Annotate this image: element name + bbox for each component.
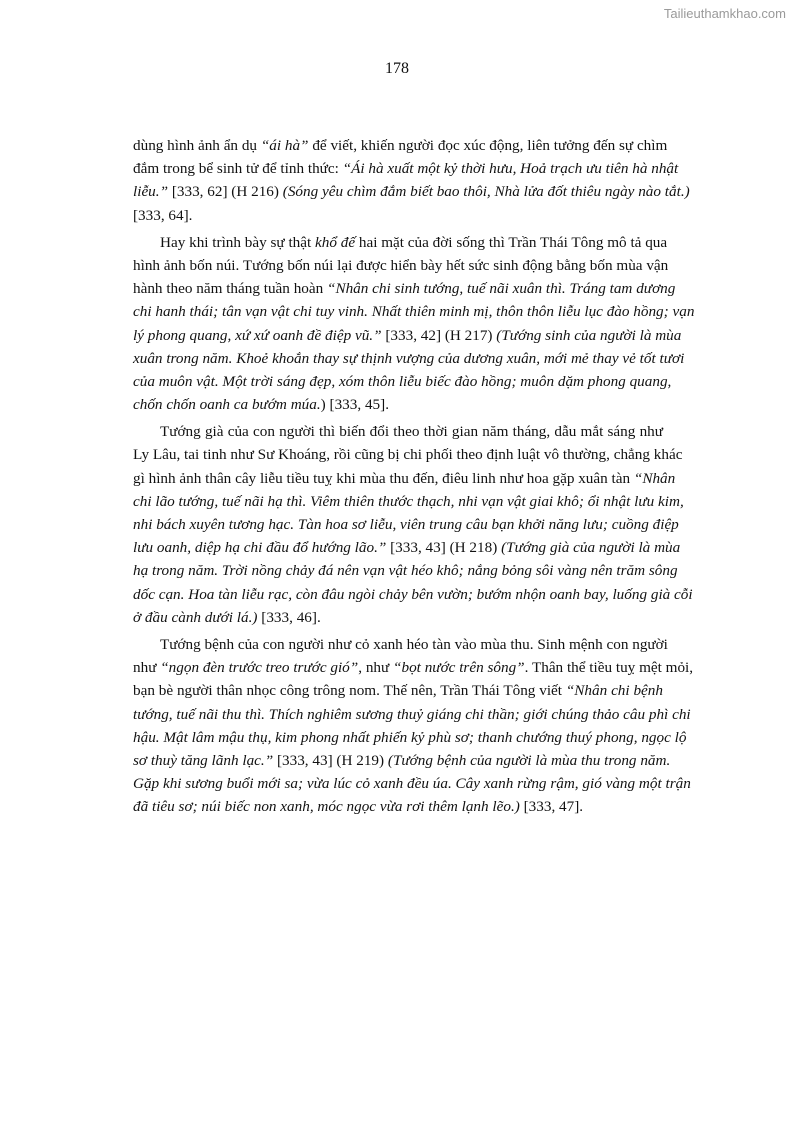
italic-text-run: hậu. Mật lâm mậu thụ, kim phong nhất phiến kỷ phù sơ; thanh chướng thuý phong, ngọc lộ bbox=[133, 728, 687, 746]
text-line bbox=[133, 231, 668, 254]
text-run: Tướng già của con người thì biến đổi theo thời gian năm tháng, dẫu mắt sáng như bbox=[160, 423, 663, 441]
text-line bbox=[133, 772, 691, 795]
watermark: Tailieuthamkhao.com bbox=[663, 6, 786, 21]
text-line bbox=[133, 795, 663, 818]
italic-text-run: (Tướng bệnh của người là mùa thu trong năm. bbox=[387, 751, 671, 769]
text-line bbox=[133, 536, 681, 559]
text-line bbox=[133, 157, 679, 180]
text-run: đắm trong bể sinh tử để tỉnh thức: bbox=[133, 160, 343, 178]
italic-text-run: đã tiêu sơ; núi biếc non xanh, móc ngọc vừa rơi thêm lạnh lẽo.) bbox=[133, 798, 520, 816]
text-run: như bbox=[133, 659, 161, 677]
text-line bbox=[133, 204, 663, 227]
italic-text-run: chốn chốn oanh ca bướm múa. bbox=[133, 396, 321, 414]
text-line bbox=[133, 393, 663, 416]
italic-text-run: tướng, tuế nãi thu thì. Thích nghiêm sương thuỷ giáng chi thần; giới chúng thảo câu phì chi bbox=[133, 705, 691, 723]
italic-text-run: “Nhân chi bệnh bbox=[565, 682, 663, 700]
text-line bbox=[133, 467, 676, 490]
text-line bbox=[133, 679, 663, 702]
text-line bbox=[133, 559, 678, 582]
text-line bbox=[133, 703, 691, 726]
text-run: [333, 47]. bbox=[519, 798, 584, 816]
text-line bbox=[133, 370, 672, 393]
text-line bbox=[133, 726, 687, 749]
text-run: ) [333, 45]. bbox=[320, 396, 389, 414]
italic-text-run: “Nhân bbox=[633, 469, 676, 487]
text-line bbox=[133, 180, 690, 203]
text-line bbox=[133, 490, 684, 513]
italic-text-run: của muôn vật. Một trời sáng đẹp, xóm thôn liễu biếc đào hồng; muôn dặm phong quang, bbox=[133, 372, 672, 390]
text-run: dùng hình ảnh ẩn dụ bbox=[133, 137, 261, 154]
paragraph bbox=[133, 633, 694, 819]
italic-text-run: “Nhân chi sinh tướng, tuế nãi xuân thì. Tráng tam dương bbox=[327, 280, 676, 298]
text-line bbox=[133, 324, 682, 347]
text-line bbox=[133, 656, 694, 679]
italic-text-run: ở đầu cành dưới lá.) bbox=[133, 608, 258, 626]
italic-text-run: chi lão tướng, tuế nãi hạ thì. Viêm thiên thước thạch, nhi vạn vật giai khô; ổi nhật lưu kim, bbox=[133, 492, 684, 510]
italic-text-run: (Tướng sinh của người là mùa bbox=[496, 326, 682, 344]
text-line bbox=[133, 254, 669, 277]
text-run: [333, 46]. bbox=[257, 608, 321, 626]
italic-text-run: xuân trong năm. Khoẻ khoắn thay sự thịnh vượng của dương xuân, mới mẻ thay vẻ tốt tươi bbox=[133, 349, 685, 367]
text-line bbox=[133, 134, 668, 157]
text-run: bạn bè người thân nhọc công trông nom. Thế nên, Trần Thái Tông viết bbox=[133, 682, 566, 700]
italic-text-run: (Sóng yêu chìm đắm biết bao thôi, Nhà lửa đốt thiêu ngày nào tắt.) bbox=[282, 183, 690, 201]
text-run: Hay khi trình bày sự thật bbox=[160, 233, 316, 251]
italic-text-run: sơ thuỳ tăng lãnh lạc.” bbox=[133, 751, 274, 769]
text-run: [333, 43] (H 219) bbox=[273, 751, 388, 769]
italic-text-run: Gặp khi sương buổi mới sa; vừa lúc cỏ xanh đều úa. Cây xanh rừng rậm, gió vàng một trận bbox=[133, 775, 691, 793]
text-run: [333, 62] (H 216) bbox=[168, 183, 283, 201]
text-line bbox=[133, 606, 663, 629]
text-line bbox=[133, 300, 695, 323]
text-run: . Thân thể tiều tuỵ mệt mỏi, bbox=[524, 659, 694, 677]
italic-text-run: “bọt nước trên sông” bbox=[393, 659, 525, 677]
text-run: hai mặt của đời sống thì Trần Thái Tông mô tả qua bbox=[355, 233, 668, 251]
text-line bbox=[133, 513, 679, 536]
paragraph bbox=[133, 134, 690, 227]
text-run: Ly Lâu, tai tinh như Sư Khoáng, rồi cũng bị chi phối theo định luật vô thường, chẳng khác bbox=[133, 446, 683, 464]
paragraph bbox=[133, 420, 693, 629]
italic-text-run: “Ái hà xuất một kỷ thời hưu, Hoả trạch ưu tiên hà nhật bbox=[342, 160, 679, 178]
page-number: 178 bbox=[385, 60, 409, 77]
italic-text-run: nhi bách xuyên tương hạc. Tàn hoa sơ liễu, viên trung câu bạn khởi năng lưu; cuồng điệp bbox=[133, 516, 679, 533]
text-run: hành theo năm tháng tuần hoàn bbox=[133, 280, 328, 298]
text-line bbox=[133, 749, 671, 772]
italic-text-run: chi hanh thái; tân vạn vật chi tuy vinh. Nhất thiên minh mị, thôn thôn liễu lục đào hồng; vạn bbox=[133, 303, 695, 321]
text-line bbox=[133, 347, 685, 370]
italic-text-run: dốc cạn. Hoa tàn liễu rạc, còn đâu ngòi chảy bên vườn; bướm nhộn oanh bay, luống già cỗi bbox=[133, 585, 693, 603]
document-body bbox=[133, 134, 695, 822]
text-run: gì hình ảnh thân cây liễu tiều tuỵ khi mùa thu đến, điêu linh như hoa gặp xuân tàn bbox=[133, 469, 634, 487]
text-run: hình ảnh bốn núi. Tướng bốn núi lại được hiển bày hết sức sinh động bằng bốn mùa vận bbox=[133, 256, 669, 274]
italic-text-run: hạ trong năm. Trời nồng chảy đá nên vạn vật héo khô; nắng bỏng sôi vàng nên trăm sông bbox=[133, 562, 678, 580]
paragraph bbox=[133, 231, 695, 417]
text-run: [333, 42] (H 217) bbox=[381, 326, 497, 344]
text-run: [333, 43] (H 218) bbox=[386, 539, 502, 557]
italic-text-run: “ái hà” bbox=[260, 137, 309, 154]
text-run: Tướng bệnh của con người như cỏ xanh héo tàn vào mùa thu. Sinh mệnh con người bbox=[160, 635, 668, 653]
text-line bbox=[133, 443, 683, 466]
italic-text-run: khổ đế bbox=[315, 233, 356, 251]
italic-text-run: lý phong quang, xứ xứ oanh đề điệp vũ.” bbox=[133, 326, 382, 344]
text-line bbox=[133, 420, 663, 443]
text-run: để viết, khiến người đọc xúc động, liên tưởng đến sự chìm bbox=[308, 137, 668, 154]
italic-text-run: lưu oanh, diệp hạ chi đầu đổ hướng lão.” bbox=[133, 539, 387, 557]
italic-text-run: liễu.” bbox=[133, 183, 169, 201]
italic-text-run: “ngọn đèn trước treo trước gió” bbox=[160, 659, 359, 677]
text-run: [333, 64]. bbox=[133, 206, 193, 224]
text-line bbox=[133, 277, 676, 300]
text-line bbox=[133, 583, 693, 606]
text-run: , như bbox=[358, 659, 394, 677]
text-line bbox=[133, 633, 668, 656]
italic-text-run: (Tướng già của người là mùa bbox=[501, 539, 681, 557]
